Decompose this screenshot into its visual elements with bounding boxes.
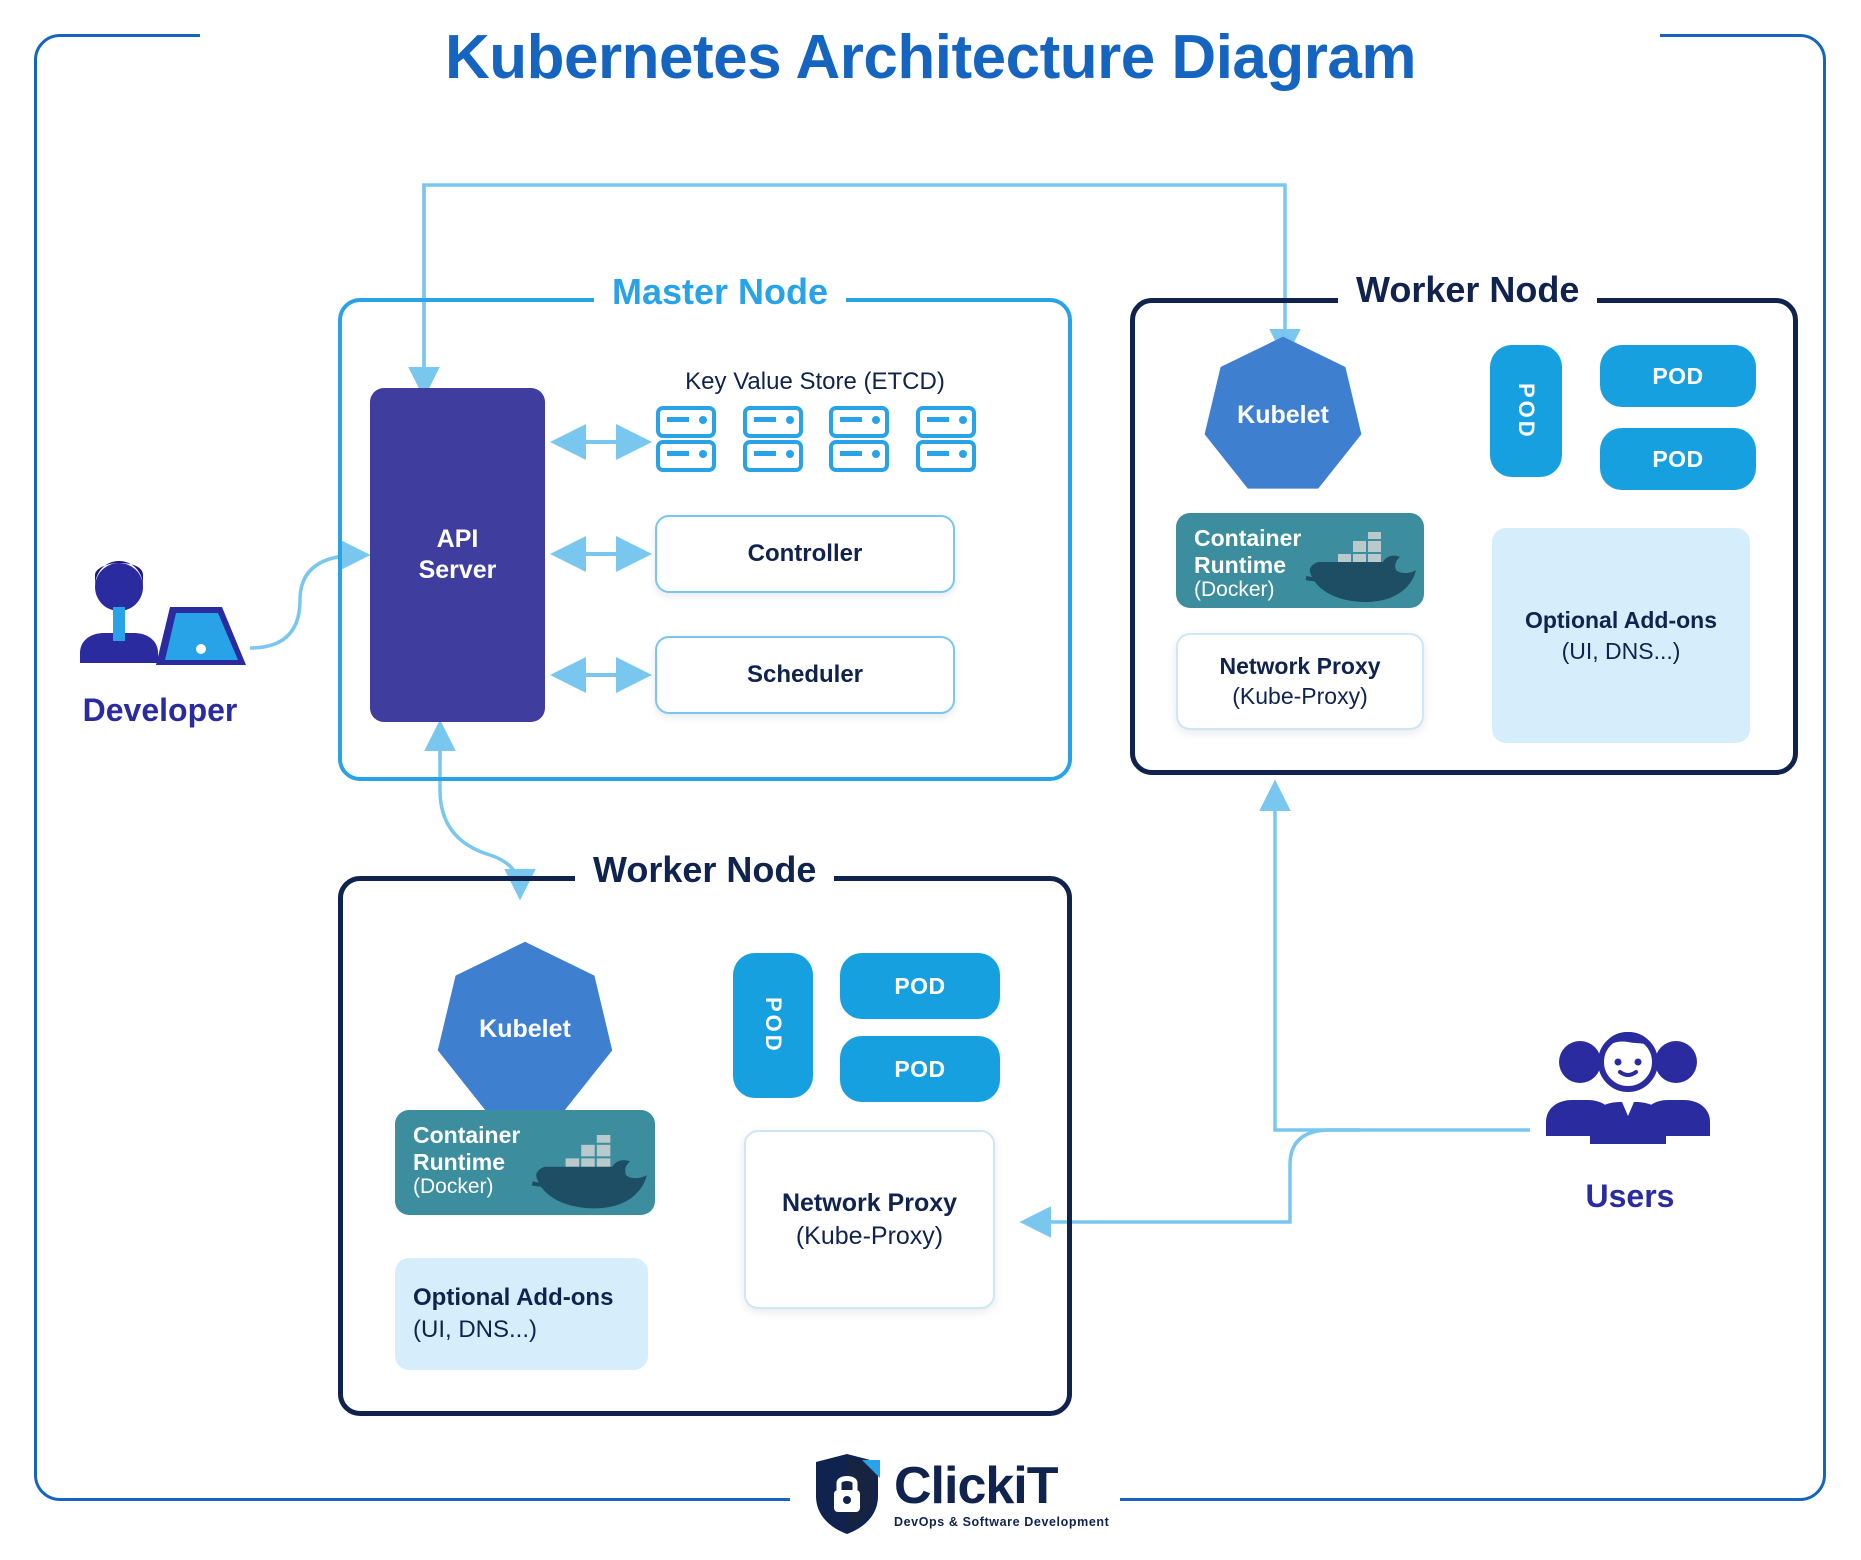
clickit-logo[interactable]	[810, 1452, 1109, 1536]
container-runtime-line1: Container	[1194, 525, 1302, 551]
optional-addons-sub: (UI, DNS...)	[1561, 637, 1681, 664]
kubelet-bottom-block[interactable]	[436, 940, 614, 1118]
master-node-label: Master Node	[594, 271, 846, 313]
container-runtime-line2: Runtime	[413, 1148, 505, 1175]
network-proxy-bottom-block[interactable]	[744, 1130, 995, 1309]
container-runtime-bottom-block[interactable]	[395, 1110, 655, 1215]
kubelet-bottom-label: Kubelet	[479, 1014, 571, 1043]
controller-block[interactable]: Controller	[655, 515, 955, 593]
pod-right-1[interactable]	[1490, 345, 1562, 477]
container-runtime-line1: Container	[413, 1122, 521, 1148]
logo-click: Click	[894, 1456, 1014, 1515]
logo-tagline: DevOps & Software Development	[894, 1514, 1110, 1529]
container-runtime-line2: Runtime	[1194, 551, 1286, 578]
network-proxy-title: Network Proxy	[781, 1189, 958, 1217]
optional-addons-title: Optional Add-ons	[1524, 607, 1718, 634]
api-server-block[interactable]	[370, 388, 545, 722]
users-label: Users	[1585, 1178, 1675, 1214]
pod-bottom-3[interactable]: POD	[840, 1036, 1000, 1102]
container-runtime-right-block[interactable]	[1176, 513, 1424, 608]
database-icon	[828, 405, 890, 473]
optional-addons-title: Optional Add-ons	[413, 1284, 614, 1312]
page-title: Kubernetes Architecture Diagram	[444, 23, 1417, 92]
kubelet-right-block[interactable]	[1203, 335, 1363, 495]
optional-addons-bottom-block[interactable]	[395, 1258, 648, 1370]
network-proxy-sub: (Kube-Proxy)	[795, 1221, 944, 1250]
scheduler-block[interactable]: Scheduler	[655, 636, 955, 714]
worker-node-bottom-label: Worker Node	[575, 849, 834, 891]
container-runtime-text	[413, 1122, 520, 1200]
logo-wordmark	[894, 1456, 1109, 1515]
developer-icon	[70, 545, 250, 675]
database-icon	[915, 405, 977, 473]
etcd-store-icons	[655, 405, 977, 473]
docker-whale-icon	[1300, 532, 1420, 606]
pod-bottom-1[interactable]	[733, 953, 813, 1098]
kubelet-right-label: Kubelet	[1237, 400, 1329, 429]
pod-right-3[interactable]: POD	[1600, 428, 1756, 490]
network-proxy-sub: (Kube-Proxy)	[1232, 682, 1368, 709]
container-runtime-text	[1194, 525, 1301, 603]
pod-label: POD	[761, 997, 786, 1054]
database-icon	[655, 405, 717, 473]
database-icon	[742, 405, 804, 473]
logo-it: iT	[1013, 1456, 1058, 1515]
pod-bottom-2[interactable]: POD	[840, 953, 1000, 1019]
docker-whale-icon	[526, 1135, 651, 1213]
users-icon	[1538, 1022, 1718, 1152]
pod-right-2[interactable]: POD	[1600, 345, 1756, 407]
worker-node-right-label: Worker Node	[1338, 269, 1597, 311]
network-proxy-right-block[interactable]	[1176, 633, 1424, 730]
api-server-line1: API	[436, 524, 479, 553]
api-server-line2: Server	[418, 556, 497, 584]
container-runtime-sub: (Docker)	[413, 1175, 494, 1199]
shield-lock-icon	[810, 1452, 884, 1536]
etcd-title: Key Value Store (ETCD)	[685, 368, 945, 395]
developer-label: Developer	[82, 692, 238, 728]
optional-addons-right-block[interactable]	[1492, 528, 1750, 743]
pod-label: POD	[1514, 382, 1539, 440]
optional-addons-sub: (UI, DNS...)	[413, 1316, 537, 1343]
container-runtime-sub: (Docker)	[1194, 578, 1275, 602]
network-proxy-title: Network Proxy	[1219, 652, 1381, 679]
